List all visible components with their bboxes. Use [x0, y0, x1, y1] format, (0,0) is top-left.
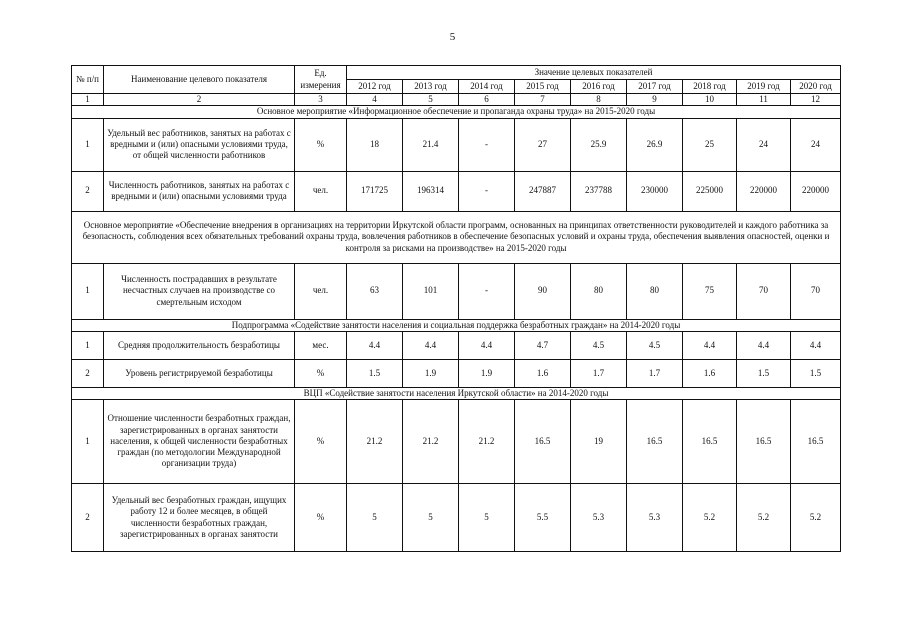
column-number: 12	[791, 94, 841, 106]
section-title: Подпрограмма «Содействие занятости населения и социальная поддержка безработных граждан» на 2014-2020 годы	[72, 319, 841, 331]
value-cell: 1.7	[571, 359, 627, 387]
unit-cell: чел.	[295, 263, 347, 319]
unit-cell: чел.	[295, 171, 347, 211]
header-year: 2015 год	[515, 80, 571, 94]
row-number: 1	[72, 263, 104, 319]
indicator-name: Уровень регистрируемой безработицы	[104, 359, 295, 387]
table-row	[72, 359, 841, 387]
value-cell: 70	[737, 263, 791, 319]
value-cell: 5	[403, 484, 459, 552]
header-year: 2012 год	[347, 80, 403, 94]
value-cell: 5.5	[515, 484, 571, 552]
header-year: 2017 год	[627, 80, 683, 94]
header-year: 2020 год	[791, 80, 841, 94]
value-cell: 4.4	[683, 331, 737, 359]
column-number: 7	[515, 94, 571, 106]
value-cell: 1.6	[683, 359, 737, 387]
value-cell: 5.3	[627, 484, 683, 552]
value-cell: 5.2	[791, 484, 841, 552]
row-number: 2	[72, 484, 104, 552]
indicator-name: Численность работников, занятых на работах с вредными и (или) опасными условиями труда	[104, 171, 295, 211]
value-cell: 101	[403, 263, 459, 319]
section-row	[72, 106, 841, 118]
value-cell: 225000	[683, 171, 737, 211]
indicator-name: Средняя продолжительность безработицы	[104, 331, 295, 359]
value-cell: 1.9	[459, 359, 515, 387]
value-cell: 237788	[571, 171, 627, 211]
value-cell: 5.2	[737, 484, 791, 552]
row-number: 1	[72, 331, 104, 359]
target-indicators-table	[71, 65, 841, 552]
value-cell: 21.2	[459, 400, 515, 484]
value-cell: -	[459, 171, 515, 211]
value-cell: 90	[515, 263, 571, 319]
value-cell: 5	[459, 484, 515, 552]
value-cell: -	[459, 263, 515, 319]
value-cell: 247887	[515, 171, 571, 211]
column-number: 1	[72, 94, 104, 106]
value-cell: 16.5	[791, 400, 841, 484]
value-cell: 27	[515, 118, 571, 171]
header-year: 2013 год	[403, 80, 459, 94]
value-cell: 4.5	[627, 331, 683, 359]
indicator-name: Удельный вес безработных граждан, ищущих работу 12 и более месяцев, в общей численности безработных граждан, зарегистрированных в органах занятости	[104, 484, 295, 552]
value-cell: 21.4	[403, 118, 459, 171]
table-row	[72, 171, 841, 211]
value-cell: 230000	[627, 171, 683, 211]
value-cell: 1.5	[347, 359, 403, 387]
value-cell: 4.4	[403, 331, 459, 359]
value-cell: 1.9	[403, 359, 459, 387]
column-number: 3	[295, 94, 347, 106]
header-values-title: Значение целевых показателей	[347, 66, 841, 80]
unit-cell: %	[295, 484, 347, 552]
value-cell: 21.2	[347, 400, 403, 484]
header-name: Наименование целевого показателя	[104, 66, 295, 94]
row-number: 2	[72, 359, 104, 387]
unit-cell: %	[295, 118, 347, 171]
header-year: 2018 год	[683, 80, 737, 94]
value-cell: 18	[347, 118, 403, 171]
value-cell: 171725	[347, 171, 403, 211]
column-number: 6	[459, 94, 515, 106]
indicator-name: Отношение численности безработных граждан, зарегистрированных в органах занятости населения, к общей численности безработных граждан (по методологии Международной организации труда)	[104, 400, 295, 484]
value-cell: 5	[347, 484, 403, 552]
table-row	[72, 263, 841, 319]
value-cell: -	[459, 118, 515, 171]
value-cell: 4.7	[515, 331, 571, 359]
section-row	[72, 211, 841, 263]
indicator-name: Удельный вес работников, занятых на работах с вредными и (или) опасными условиями труда, от общей численности работников	[104, 118, 295, 171]
column-number: 11	[737, 94, 791, 106]
value-cell: 16.5	[683, 400, 737, 484]
value-cell: 5.2	[683, 484, 737, 552]
value-cell: 75	[683, 263, 737, 319]
header-unit: Ед. измерения	[295, 66, 347, 94]
unit-cell: мес.	[295, 331, 347, 359]
section-title: Основное мероприятие «Информационное обеспечение и пропаганда охраны труда» на 2015-2020 годы	[72, 106, 841, 118]
value-cell: 5.3	[571, 484, 627, 552]
value-cell: 4.5	[571, 331, 627, 359]
table-row	[72, 484, 841, 552]
value-cell: 4.4	[791, 331, 841, 359]
value-cell: 4.4	[737, 331, 791, 359]
column-number: 9	[627, 94, 683, 106]
value-cell: 220000	[791, 171, 841, 211]
value-cell: 196314	[403, 171, 459, 211]
value-cell: 19	[571, 400, 627, 484]
row-number: 1	[72, 118, 104, 171]
column-number: 8	[571, 94, 627, 106]
page-number: 5	[449, 31, 456, 43]
header-num: № п/п	[72, 66, 104, 94]
section-title: Основное мероприятие «Обеспечение внедрения в организациях на территории Иркутской области программ, основанных на принципах ответственности руководителей и каждого работника за безопасность, соблюдения всех обязательных требований охраны труда, вовлечения работников в обеспечение безопасных условий и охраны труда, обеспечения выявления опасностей, оценки и контроля за рисками на производстве» на 2015-2020 годы	[72, 211, 841, 263]
value-cell: 24	[737, 118, 791, 171]
value-cell: 24	[791, 118, 841, 171]
unit-cell: %	[295, 359, 347, 387]
row-number: 2	[72, 171, 104, 211]
value-cell: 4.4	[459, 331, 515, 359]
table-row	[72, 400, 841, 484]
unit-cell: %	[295, 400, 347, 484]
column-number: 4	[347, 94, 403, 106]
value-cell: 220000	[737, 171, 791, 211]
column-number: 5	[403, 94, 459, 106]
value-cell: 80	[627, 263, 683, 319]
value-cell: 1.7	[627, 359, 683, 387]
indicator-name: Численность пострадавших в результате несчастных случаев на производстве со смертельным исходом	[104, 263, 295, 319]
value-cell: 1.5	[791, 359, 841, 387]
header-year: 2014 год	[459, 80, 515, 94]
column-number: 10	[683, 94, 737, 106]
value-cell: 1.6	[515, 359, 571, 387]
header-year: 2019 год	[737, 80, 791, 94]
column-number: 2	[104, 94, 295, 106]
value-cell: 1.5	[737, 359, 791, 387]
value-cell: 16.5	[515, 400, 571, 484]
value-cell: 4.4	[347, 331, 403, 359]
table-row	[72, 331, 841, 359]
header-year: 2016 год	[571, 80, 627, 94]
value-cell: 70	[791, 263, 841, 319]
value-cell: 63	[347, 263, 403, 319]
section-title: ВЦП «Содействие занятости населения Иркутской области» на 2014-2020 годы	[72, 387, 841, 399]
value-cell: 26.9	[627, 118, 683, 171]
section-row	[72, 319, 841, 331]
value-cell: 25.9	[571, 118, 627, 171]
value-cell: 25	[683, 118, 737, 171]
value-cell: 21.2	[403, 400, 459, 484]
value-cell: 80	[571, 263, 627, 319]
value-cell: 16.5	[627, 400, 683, 484]
table-row	[72, 118, 841, 171]
row-number: 1	[72, 400, 104, 484]
value-cell: 16.5	[737, 400, 791, 484]
section-row	[72, 387, 841, 399]
